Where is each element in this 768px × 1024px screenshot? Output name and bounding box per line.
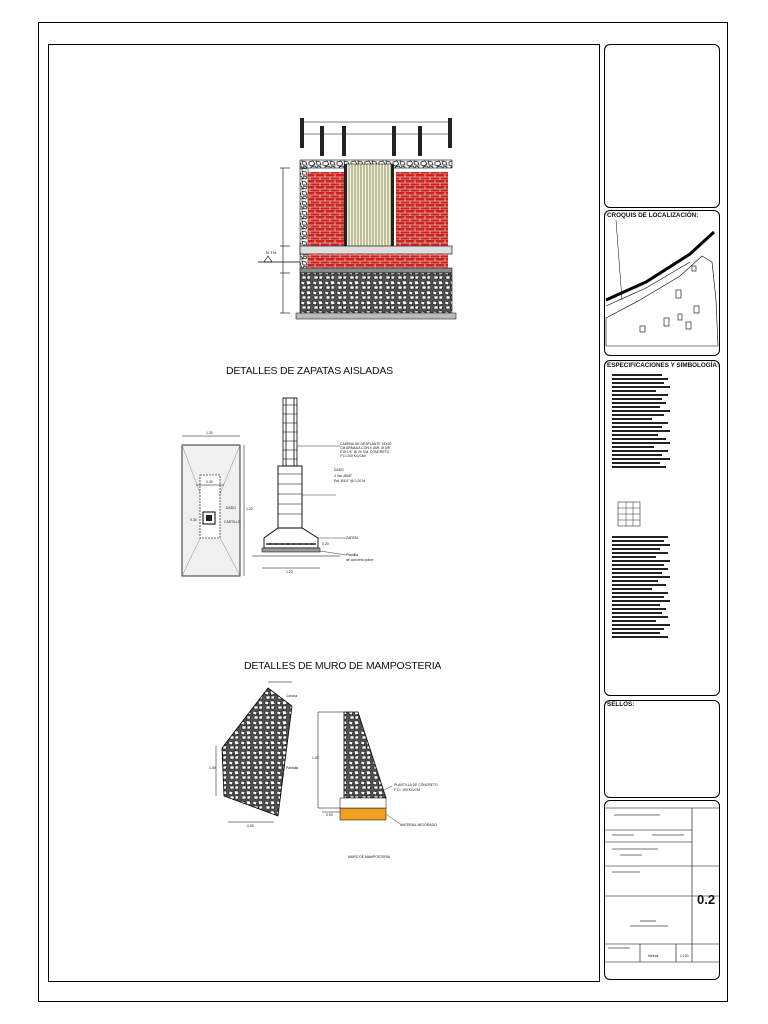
plan-dado-label: DADO: [226, 506, 236, 510]
plan-dim-dado: 0.30: [190, 518, 197, 522]
section-cadena-label: CADENA DE DESPLANTE 15X20 CM ARMADA CON 4 VAR. Ø 3/8" E Ø 1/4" @ 20 CM. CONCRETO F'C=200 KG/CM²: [340, 442, 392, 458]
section-dim-height: 0.20: [322, 542, 329, 546]
plan-dim-top: 0.30: [206, 480, 213, 484]
muro-title: DETALLES DE MURO DE MAMPOSTERIA: [244, 660, 442, 672]
especificaciones-header: ESPECIFICACIONES Y SIMBOLOGÍA:: [607, 362, 720, 369]
ntn-label: N.T.N.: [266, 250, 278, 255]
section-dado-label: DADO: [334, 468, 344, 472]
section-dado-estribos: Est. Ø1/4" @ 0.20 M: [334, 479, 366, 483]
muro-dim-4: 0.90: [326, 813, 333, 817]
escala-value: 1:100: [680, 954, 689, 958]
section-plantilla-label: Plantilla: [346, 553, 358, 557]
sellos-header: SELLOS:: [607, 701, 635, 708]
zapatas-title: DETALLES DE ZAPATAS AISLADAS: [226, 365, 393, 377]
muro-dim-1: 1.00: [209, 766, 216, 770]
muro-caption: MURO DE MAMPOSTERIA: [348, 855, 391, 859]
plan-castillo-label: CASTILLO: [224, 520, 241, 524]
muro-plantilla-fc: F'C= 100 KG/CM: [394, 788, 420, 792]
muro-material-label: MATERIAL MEJORADO: [400, 823, 437, 827]
section-plantilla-material: de concreto pobre: [346, 558, 374, 562]
section-zapata-label: ZAPATA: [346, 536, 359, 540]
section-dado-armado: 4 Var. Ø5/8": [334, 474, 353, 478]
muro-pantalla-label: Pantalla: [286, 766, 299, 770]
acotacion-value: Metros: [648, 954, 659, 958]
muro-corona-label: Corona: [286, 694, 298, 698]
plan-dim-width: 1.20: [206, 431, 213, 435]
muro-dim-3: 1.00: [312, 756, 319, 760]
muro-plantilla-label: PLANTILLA DE CONCRETO: [394, 783, 438, 787]
sheet-number: 0.2: [697, 892, 716, 907]
croquis-header: CROQUIS DE LOCALIZACIÓN:: [607, 212, 699, 219]
plan-dim-height: 1.20: [246, 507, 253, 511]
muro-dim-2: 0.50: [247, 824, 254, 828]
section-dim-width: 1.20: [286, 570, 293, 574]
